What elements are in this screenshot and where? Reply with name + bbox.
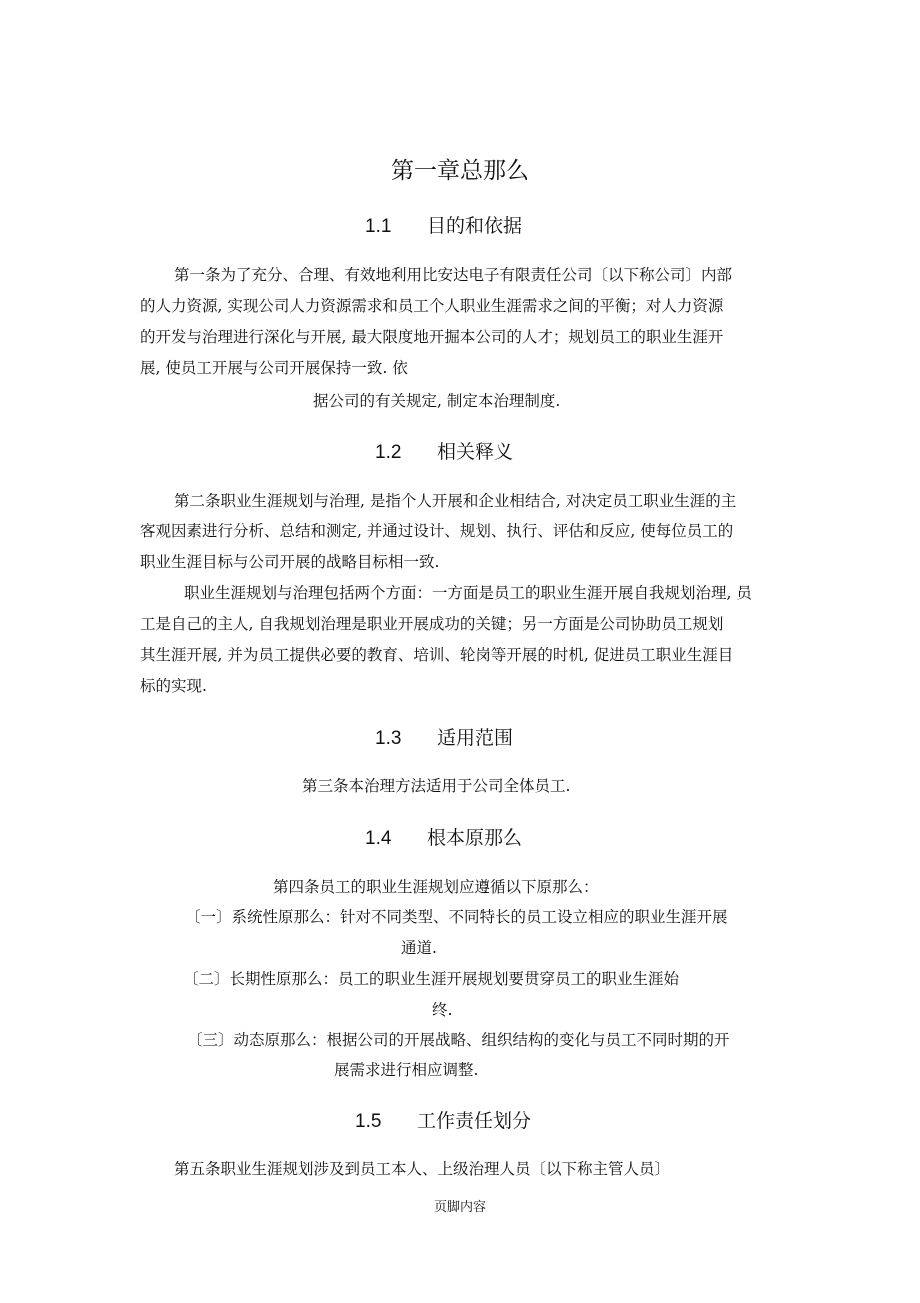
- paragraph-line: 第二条职业生涯规划与治理, 是指个人开展和企业相结合, 对决定员工职业生涯的主: [174, 492, 737, 510]
- list-item-line: 〔三〕动态原那么：根据公司的开展战略、组织结构的变化与员工不同时期的开: [187, 1031, 730, 1049]
- section-title: 根本原那么: [427, 827, 523, 849]
- section-heading-1-5: [355, 1108, 531, 1135]
- paragraph-line: 客观因素进行分析、总结和测定, 并通过设计、规划、执行、评估和反应, 使每位员工的: [140, 522, 734, 540]
- chapter-title: 第一章总那么: [391, 158, 529, 184]
- section-title: 目的和依据: [427, 215, 523, 237]
- list-item-line: 终.: [432, 1001, 453, 1019]
- section-title: 相关释义: [437, 441, 514, 463]
- paragraph-line: 其生涯开展, 并为员工提供必要的教育、培训、轮岗等开展的时机, 促进员工职业生涯目: [140, 646, 734, 664]
- paragraph-line: 第一条为了充分、合理、有效地利用比安达电子有限责任公司〔以下称公司〕内部: [174, 266, 733, 284]
- paragraph-line: 标的实现.: [140, 677, 207, 695]
- list-item-line: 〔二〕长期性原那么：员工的职业生涯开展规划要贯穿员工的职业生涯始: [183, 970, 680, 988]
- list-item-line: 展需求进行相应调整.: [334, 1061, 479, 1079]
- section-number: 1.5: [355, 1111, 382, 1132]
- section-heading-1-2: [375, 439, 513, 466]
- paragraph-line: 第四条员工的职业生涯规划应遵循以下原那么：: [273, 878, 599, 896]
- page-footer: 页脚内容: [433, 1200, 486, 1215]
- section-title: 工作责任划分: [417, 1110, 532, 1132]
- section-number: 1.3: [375, 728, 402, 749]
- section-heading-1-3: [375, 725, 513, 752]
- paragraph-line: 第三条本治理方法适用于公司全体员工.: [302, 777, 571, 795]
- paragraph-line: 职业生涯目标与公司开展的战略目标相一致.: [140, 553, 440, 571]
- paragraph-line: 的开发与治理进行深化与开展, 最大限度地开掘本公司的人才；规划员工的职业生涯开: [140, 328, 724, 346]
- section-number: 1.4: [365, 828, 392, 849]
- paragraph-line: 职业生涯规划与治理包括两个方面：一方面是员工的职业生涯开展自我规划治理, 员: [184, 584, 752, 602]
- section-title: 适用范围: [437, 727, 514, 749]
- list-item-line: 通道.: [401, 939, 437, 957]
- section-number: 1.2: [375, 442, 402, 463]
- paragraph-line: 工是自己的主人, 自我规划治理是职业开展成功的关键；另一方面是公司协助员工规划: [140, 615, 724, 633]
- paragraph-line: 展, 使员工开展与公司开展保持一致. 依: [140, 359, 408, 377]
- section-heading-1-4: [365, 825, 522, 852]
- paragraph-line: 据公司的有关规定, 制定本治理制度.: [313, 392, 561, 410]
- section-number: 1.1: [365, 216, 392, 237]
- list-item-line: 〔一〕系统性原那么：针对不同类型、不同特长的员工设立相应的职业生涯开展: [185, 908, 728, 926]
- section-heading-1-1: [365, 213, 522, 240]
- paragraph-line: 第五条职业生涯规划涉及到员工本人、上级治理人员〔以下称主管人员〕: [174, 1160, 671, 1178]
- paragraph-line: 的人力资源, 实现公司人力资源需求和员工个人职业生涯需求之间的平衡；对人力资源: [140, 297, 724, 315]
